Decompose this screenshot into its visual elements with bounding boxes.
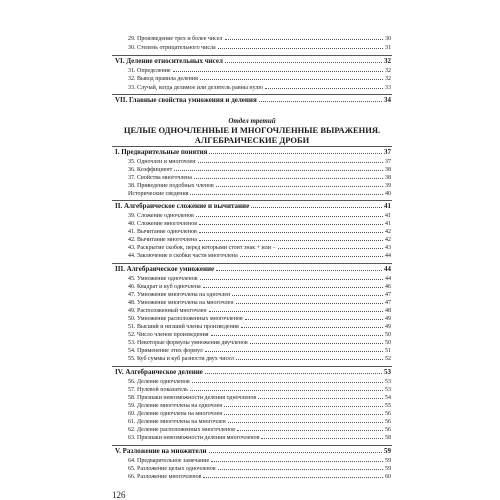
toc-entry: 39. Сложение одночленов 41 xyxy=(128,213,391,219)
toc-entry: 47. Умножение многочлена на одночлен 47 xyxy=(128,292,391,298)
page-number: 126 xyxy=(112,490,126,500)
toc-entry: 43. Раскрытие скобок, перед которыми стоит знак + или − 43 xyxy=(128,245,391,251)
toc-entry: 55. Куб суммы и куб разности двух чисел 52 xyxy=(128,356,391,362)
toc-entry: 46. Квадрат и куб одночлена 46 xyxy=(128,284,391,290)
toc-entry: 38. Приведение подобных членов 39 xyxy=(128,183,391,189)
toc-section-heading: II. Алгебраическое сложение и вычитание 41 xyxy=(115,202,391,210)
toc-entry: 36. Коэффициент 38 xyxy=(128,167,391,173)
divider xyxy=(112,200,392,201)
part-title-line1: ЦЕЛЫЕ ОДНОЧЛЕННЫЕ И МНОГОЧЛЕННЫЕ ВЫРАЖЕНИЯ. xyxy=(123,125,381,135)
toc-entry: 58. Признаки невозможности деления одночленов 54 xyxy=(128,395,391,401)
toc-entry: 31. Определение 32 xyxy=(128,68,391,74)
toc-entry: 32. Вывод правила деления 32 xyxy=(128,76,391,82)
divider xyxy=(112,263,392,264)
toc-entry: 49. Расположенный многочлен 48 xyxy=(128,308,391,314)
toc-entry: 54. Применение этих формул 51 xyxy=(128,348,391,354)
toc-entry: 29. Произведение трех и более чисел 30 xyxy=(128,36,391,42)
part-title-line2: АЛГЕБРАИЧЕСКИЕ ДРОБИ xyxy=(194,135,310,145)
toc-section-heading: I. Предварительные понятия 37 xyxy=(115,148,391,156)
toc-entry: 65. Разложение целых одночленов 59 xyxy=(128,466,391,472)
divider xyxy=(112,366,392,367)
divider xyxy=(112,445,392,446)
toc-section-heading: VI. Деление относительных чисел 32 xyxy=(115,57,391,65)
toc-entry: 64. Предварительное замечание 59 xyxy=(128,458,391,464)
toc-entry: 53. Некоторые формулы умножения двучленов 50 xyxy=(128,340,391,346)
toc-entry: 63. Признаки невозможности деления многочленов 58 xyxy=(128,435,391,441)
toc-entry: 44. Заключение в скобки части многочлена 44 xyxy=(128,253,391,259)
toc-entry: 66. Разложение многочленов 60 xyxy=(128,474,391,480)
toc-entry: 56. Деление одночленов 53 xyxy=(128,379,391,385)
toc-entry: 52. Число членов произведения 50 xyxy=(128,332,391,338)
toc-entry: Исторические сведения 40 xyxy=(128,191,391,197)
toc-entry: 59. Деление многочлена на одночлен 55 xyxy=(128,403,391,409)
divider xyxy=(112,146,392,147)
divider xyxy=(112,55,392,56)
toc-entry: 50. Умножение расположенных многочленов 49 xyxy=(128,316,391,322)
toc-section-heading: VII. Главные свойства умножения и деления 34 xyxy=(115,96,391,104)
toc-entry: 41. Вычитание одночленов 42 xyxy=(128,229,391,235)
toc-entry: 57. Нулевой показатель 53 xyxy=(128,387,391,393)
toc-entry: 60. Деление одночлена на многочлен 56 xyxy=(128,411,391,417)
toc-entry: 51. Высший и низший члены произведения 49 xyxy=(128,324,391,330)
toc-entry: 45. Умножение одночленов 44 xyxy=(128,276,391,282)
toc-entry: 61. Деление многочлена на многочлен 56 xyxy=(128,419,391,425)
part-subtitle: Отдел третий xyxy=(228,117,276,125)
toc-entry: 37. Свойства многочлена 38 xyxy=(128,175,391,181)
toc-entry: 48. Умножение многочлена на многочлен 47 xyxy=(128,300,391,306)
toc-section-heading: IV. Алгебраическое деление 53 xyxy=(115,368,391,376)
toc-entry: 42. Вычитание многочлена 42 xyxy=(128,237,391,243)
toc-entry: 40. Сложение многочленов 41 xyxy=(128,221,391,227)
toc-entry: 35. Одночлен и многочлен 37 xyxy=(128,159,391,165)
toc-entry: 62. Деление расположенных многочленов 56 xyxy=(128,427,391,433)
toc-entry: 33. Случай, когда делимое или делитель равны нулю 33 xyxy=(128,85,391,91)
toc-entry: 30. Степень отрицательного числа 31 xyxy=(128,45,391,51)
toc-section-heading: III. Алгебраическое умножение 44 xyxy=(115,265,391,273)
toc-section-heading: V. Разложение на множители 59 xyxy=(115,447,391,455)
divider xyxy=(112,94,392,95)
